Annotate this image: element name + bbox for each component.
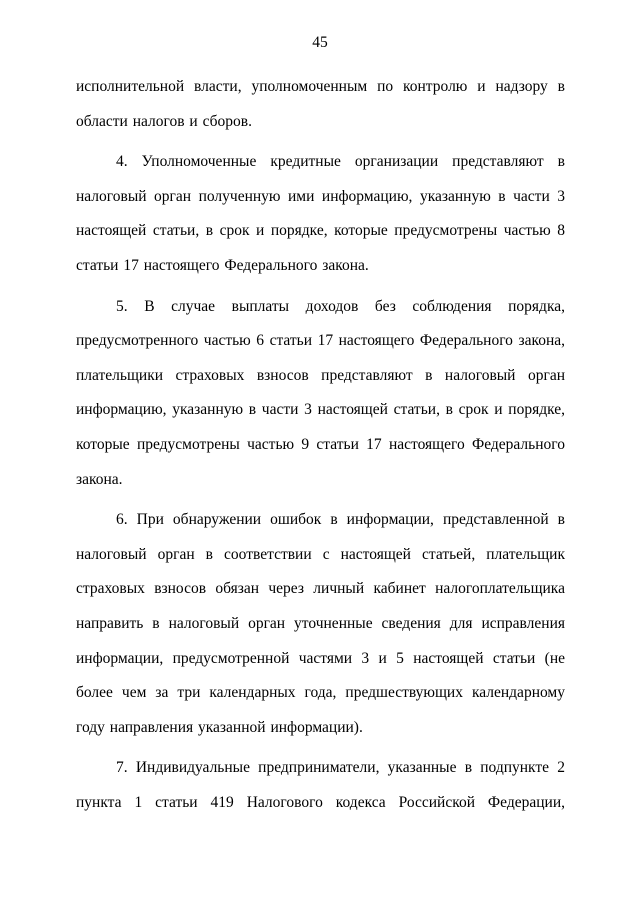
paragraph-4: 4. Уполномоченные кредитные организации представляют в налоговый орган полученную ими информацию, указанную в части 3 настоящей статьи, в срок и порядке, которые предусмотрены частью 8 статьи 17 настоящего Федерального закона. (76, 153, 565, 274)
paragraph-continuation: исполнительной власти, уполномоченным по контролю и надзору в области налогов и сборов. (76, 78, 565, 130)
paragraph-5: 5. В случае выплаты доходов без соблюдения порядка, предусмотренного частью 6 статьи 17 настоящего Федерального закона, плательщики страховых взносов представляют в налоговый орган информацию, указанную в части 3 настоящей статьи, в срок и порядке, которые предусмотрены частью 9 статьи 17 настоящего Федерального закона. (76, 297, 565, 488)
paragraph-7: 7. Индивидуальные предприниматели, указанные в подпункте 2 пункта 1 статьи 419 Налогового кодекса Российской Федерации, (76, 759, 565, 811)
page-number: 45 (312, 34, 328, 51)
document-body (76, 70, 565, 826)
paragraph-6: 6. При обнаружении ошибок в информации, представленной в налоговый орган в соответствии с настоящей статьей, плательщик страховых взносов обязан через личный кабинет налогоплательщика направить в налоговый орган уточненные сведения для исправления информации, предусмотренной частями 3 и 5 настоящей статьи (не более чем за три календарных года, предшествующих календарному году направления указанной информации). (76, 511, 565, 736)
